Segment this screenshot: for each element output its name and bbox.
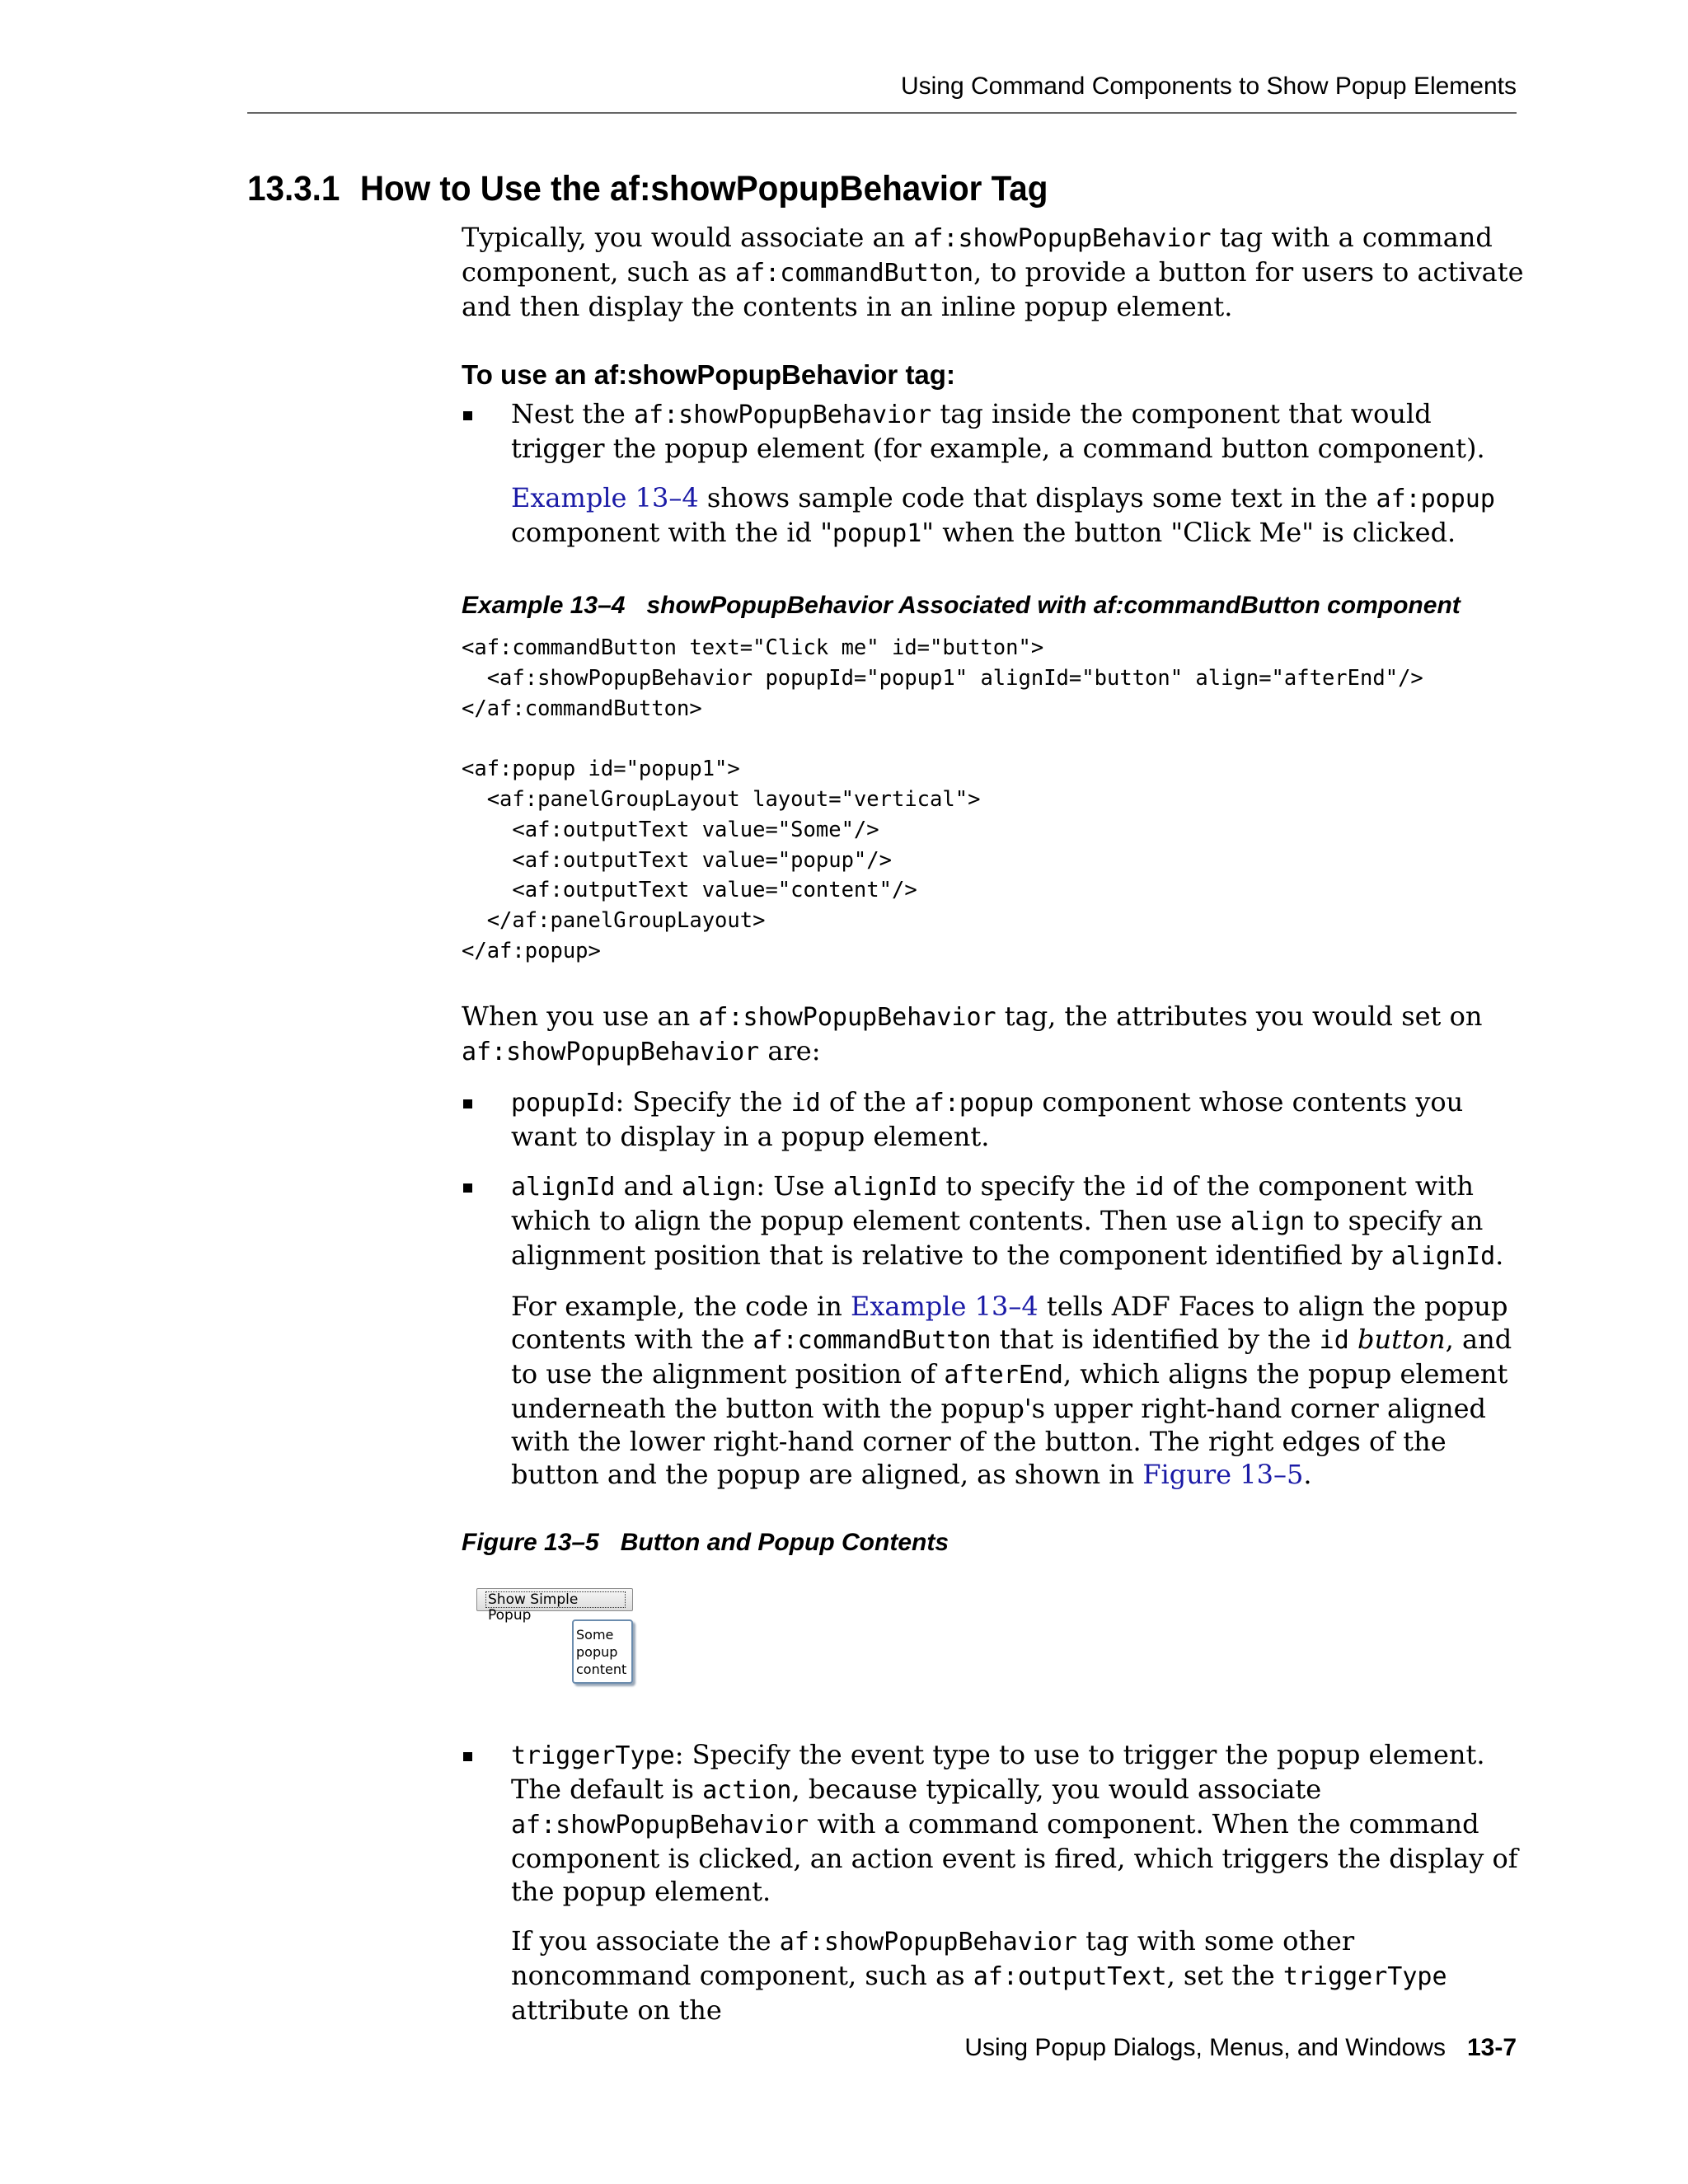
popup-line: popup: [576, 1643, 618, 1660]
running-footer: [247, 2034, 1517, 2062]
code-term: af:popup: [1376, 485, 1495, 513]
code-term: af:showPopupBehavior: [913, 224, 1212, 253]
text: component with the id ": [511, 517, 832, 548]
bullet-square: [463, 1099, 472, 1108]
text: , because typically, you would associate: [791, 1773, 1322, 1805]
text: tag with a command component, such as: [462, 222, 1493, 288]
code-term: alignId: [1390, 1241, 1496, 1271]
example-link[interactable]: Example 13–4: [850, 1290, 1039, 1322]
text: that is identified by the: [991, 1323, 1320, 1355]
code-listing: <af:commandButton text="Click me" id="button"> <af:showPopupBehavior popupId="popup1" alignId="button" align="afterEnd"/> </af:commandButton> <af:popup id="popup1"> <af:panelGroupLayout layout="vertical"> <af:outputText value="Some"/> <af:outputText value="popup"/> <af:outputText value="content"/> </af:panelGroupLayout> </af:popup>: [462, 635, 1423, 963]
footer-title: Using Popup Dialogs, Menus, and Windows: [964, 2034, 1446, 2061]
text: and: [615, 1169, 682, 1202]
show-simple-popup-button[interactable]: [476, 1588, 633, 1624]
code-term: id: [790, 1088, 821, 1118]
procedure-title: To use an af:showPopupBehavior tag:: [462, 359, 955, 390]
running-title: Using Command Components to Show Popup Elements: [900, 73, 1517, 100]
code-term: af:showPopupBehavior: [511, 1810, 809, 1840]
text: tag, the attributes you would set on: [996, 1000, 1483, 1032]
code-term: id: [1319, 1325, 1349, 1355]
code-term: align: [681, 1172, 757, 1202]
text: are:: [759, 1034, 821, 1066]
text: tells ADF Faces to align the popup contents with the: [511, 1290, 1508, 1355]
text: : Use: [756, 1169, 833, 1202]
intro-paragraph: [462, 221, 1533, 323]
italic-term: button: [1357, 1323, 1446, 1355]
code-term: popup1: [832, 519, 922, 548]
code-term: af:showPopupBehavior: [462, 1037, 760, 1066]
code-term: af:outputText: [973, 1961, 1167, 1991]
figure-link[interactable]: Figure 13–5: [1142, 1458, 1304, 1490]
code-term: af:popup: [914, 1088, 1034, 1118]
text: of the component with which to align the popup element contents. Then use: [511, 1169, 1475, 1236]
code-term: alignId: [832, 1172, 938, 1202]
text: of the: [820, 1085, 915, 1118]
text: , and to use the alignment position of: [511, 1323, 1512, 1390]
bullet-square: [463, 411, 472, 420]
text: to specify an alignment position that is relative to the component identified by: [511, 1204, 1484, 1271]
example-title: showPopupBehavior Associated with af:commandButton component: [646, 592, 1461, 619]
text: .: [1495, 1239, 1504, 1271]
attribute-triggertype: [462, 1738, 1533, 2027]
text: to specify the: [937, 1169, 1135, 1202]
code-term: id: [1134, 1172, 1165, 1202]
attribute-text: [511, 1085, 1533, 1153]
step-text: [511, 397, 1533, 465]
text: : Specify the event type to use to trigger the popup element. The default is: [511, 1738, 1485, 1805]
example-link[interactable]: Example 13–4: [511, 482, 699, 513]
attributes-intro: [462, 1000, 1533, 1069]
text: tag inside the component that would trigger the popup element (for example, a command button component).: [511, 398, 1485, 464]
page-number: 13-7: [1466, 2034, 1517, 2061]
text: Nest the: [511, 398, 634, 429]
example-label: Example 13–4: [462, 592, 626, 619]
bullet-square: [463, 1752, 472, 1761]
text: tag with some other noncommand component, such as: [511, 1924, 1355, 1991]
code-term: af:showPopupBehavior: [633, 401, 932, 429]
example-caption: [462, 592, 1533, 620]
attribute-detail: [511, 1290, 1533, 1491]
popup-panel: [572, 1619, 633, 1684]
text: , which aligns the popup element underneath the button with the popup's upper right-hand corner aligned with the lower right-hand corner of the button. The right edges of the button and the popup are aligned, as shown in: [511, 1357, 1508, 1490]
code-term: afterEnd: [944, 1360, 1063, 1390]
procedure-step: [462, 397, 1533, 551]
code-term: align: [1230, 1207, 1306, 1236]
code-term: af:commandButton: [735, 259, 974, 288]
attribute-popupid: [462, 1085, 1533, 1153]
figure-caption: [462, 1529, 1533, 1557]
section-heading: [247, 169, 1048, 209]
figure-screenshot: [462, 1588, 1533, 1704]
running-header: [247, 73, 1517, 114]
figure-label: Figure 13–5: [462, 1528, 599, 1556]
text: component whose contents you want to display in a popup element.: [511, 1085, 1464, 1152]
attribute-text: [511, 1738, 1533, 1908]
code-term: alignId: [511, 1172, 616, 1202]
section-number: 13.3.1: [247, 169, 340, 209]
text: Typically, you would associate an: [462, 222, 914, 253]
text: " when the button "Click Me" is clicked.: [921, 517, 1456, 548]
text: .: [1303, 1458, 1312, 1490]
figure-title: Button and Popup Contents: [620, 1528, 950, 1556]
attribute-text: [511, 1169, 1533, 1273]
text: When you use an: [462, 1000, 699, 1032]
bullet-square: [463, 1183, 472, 1193]
code-term: af:showPopupBehavior: [779, 1927, 1077, 1957]
text: , set the: [1166, 1959, 1283, 1991]
button-label: Show Simple Popup: [485, 1591, 626, 1608]
code-term: triggerType: [1282, 1961, 1447, 1991]
code-term: popupId: [511, 1088, 616, 1118]
popup-line: Some: [576, 1626, 614, 1643]
text: If you associate the: [511, 1924, 780, 1957]
step-detail: [511, 481, 1533, 551]
text: [1349, 1324, 1357, 1355]
text: attribute on the: [511, 1994, 722, 2026]
section-title: How to Use the af:showPopupBehavior Tag: [359, 169, 1048, 209]
popup-line: content: [576, 1661, 627, 1677]
text: with a command component. When the command component is clicked, an action event is fired, which triggers the display of the popup element.: [511, 1807, 1518, 1907]
attribute-align: [462, 1169, 1533, 1491]
attribute-detail: [511, 1924, 1533, 2027]
text: For example, the code in: [511, 1290, 851, 1322]
text: , to provide a button for users to activate and then display the contents in an inline popup element.: [462, 256, 1524, 322]
code-term: af:commandButton: [753, 1325, 992, 1355]
main-content: [462, 221, 1533, 2027]
text: shows sample code that displays some text in the: [698, 482, 1376, 513]
code-term: triggerType: [511, 1741, 675, 1770]
code-term: action: [702, 1775, 792, 1805]
text: : Specify the: [615, 1085, 791, 1118]
code-term: af:showPopupBehavior: [698, 1002, 996, 1032]
